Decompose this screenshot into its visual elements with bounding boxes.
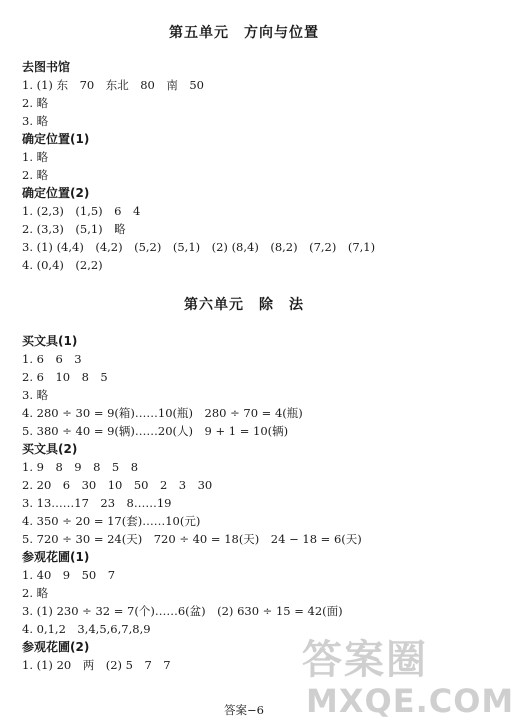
answer-line: 1. 9 8 9 8 5 8 [22,460,139,474]
answer-line: 1. (2,3) (1,5) 6 4 [22,204,141,218]
answer-line: 1. 40 9 50 7 [22,568,116,582]
answer-line: 3. (1) (4,4) (4,2) (5,2) (5,1) (2) (8,4) (8,2) (7,2) (7,1) [22,240,376,254]
section-heading: 买文具(2) [22,442,78,456]
answer-line: 1. 6 6 3 [22,352,82,366]
section-heading: 确定位置(2) [22,186,90,200]
section-heading: 去图书馆 [22,60,71,74]
section-heading: 参观花圃(1) [22,550,90,564]
answer-line: 1. (1) 20 两 (2) 5 7 7 [22,658,171,672]
answer-line: 4. 350 ÷ 20 = 17(套)……10(元) [22,514,201,528]
answer-line: 4. (0,4) (2,2) [22,258,103,272]
answer-line: 3. 13……17 23 8……19 [22,496,172,510]
answer-line: 1. 略 [22,150,49,164]
answer-line: 3. 略 [22,114,49,128]
page-number: 答案−6 [224,703,264,717]
answer-line: 5. 380 ÷ 40 = 9(辆)……20(人) 9 + 1 = 10(辆) [22,424,289,438]
answer-line: 2. 略 [22,168,49,182]
answer-line: 2. 略 [22,96,49,110]
answer-line: 2. (3,3) (5,1) 略 [22,222,126,236]
answer-line: 2. 6 10 8 5 [22,370,108,384]
answer-line: 5. 720 ÷ 30 = 24(天) 720 ÷ 40 = 18(天) 24 − 18 = 6(天) [22,532,362,546]
answer-line: 3. (1) 230 ÷ 32 = 7(个)……6(盆) (2) 630 ÷ 15 = 42(面) [22,604,343,618]
section-heading: 买文具(1) [22,334,78,348]
answer-line: 4. 0,1,2 3,4,5,6,7,8,9 [22,622,151,636]
section-heading: 参观花圃(2) [22,640,90,654]
answer-line: 1. (1) 东 70 东北 80 南 50 [22,78,204,92]
unit5-title: 第五单元 方向与位置 [169,25,319,41]
unit6-title: 第六单元 除 法 [184,297,304,313]
watermark-url: MXQE.COM [306,682,514,720]
answer-line: 2. 20 6 30 10 50 2 3 30 [22,478,213,492]
answer-line: 2. 略 [22,586,49,600]
watermark-logo [300,628,514,724]
answer-line: 4. 280 ÷ 30 = 9(箱)……10(瓶) 280 ÷ 70 = 4(瓶) [22,406,303,420]
section-heading: 确定位置(1) [22,132,90,146]
answer-line: 3. 略 [22,388,49,402]
watermark-text: 答案圈 [302,637,428,683]
